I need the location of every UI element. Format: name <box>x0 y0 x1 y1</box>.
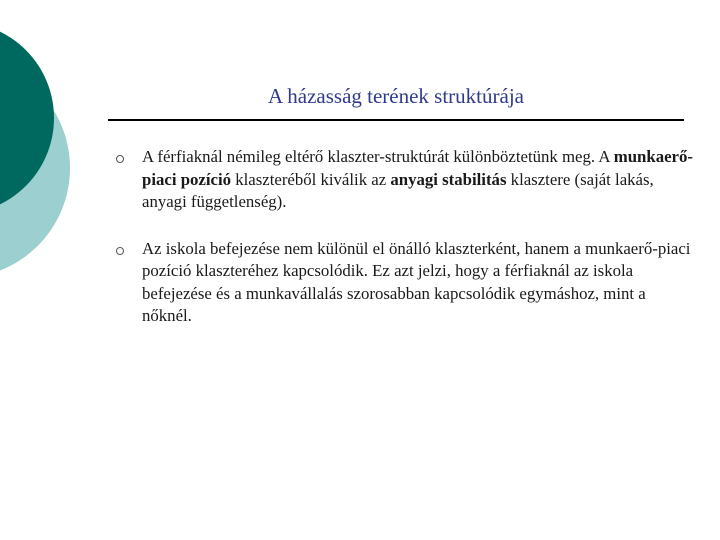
bullet-bold-term: anyagi stabilitás <box>390 169 507 189</box>
bullet-text: klaszteréből kiválik az <box>231 169 391 189</box>
bullet-item <box>112 146 697 214</box>
hollow-circle-bullet-icon <box>116 155 124 163</box>
bullet-list <box>112 146 697 352</box>
bullet-text: klasztere (saját lakás, anyagi függetlenség). <box>142 169 654 211</box>
bullet-text: Az iskola befejezése nem különül el önálló klaszterként, hanem a munkaerő-piaci pozíció klaszteréhez kapcsolódik. Ez azt jelzi, hogy a férfiaknál az iskola befejezése és a munkavállalás szorosabban kapcsolódik egymáshoz, mint a nőknél. <box>142 238 691 325</box>
page-title: A házasság terének struktúrája <box>268 84 524 108</box>
title-divider <box>108 119 684 121</box>
bullet-bold-term: munkaerő-piaci pozíció <box>142 147 693 189</box>
bullet-text: A férfiaknál némileg eltérő klaszter-struktúrát különböztetünk meg. A <box>142 147 614 166</box>
hollow-circle-bullet-icon <box>116 247 124 255</box>
bullet-item <box>112 238 697 328</box>
decorative-circles <box>0 0 120 300</box>
